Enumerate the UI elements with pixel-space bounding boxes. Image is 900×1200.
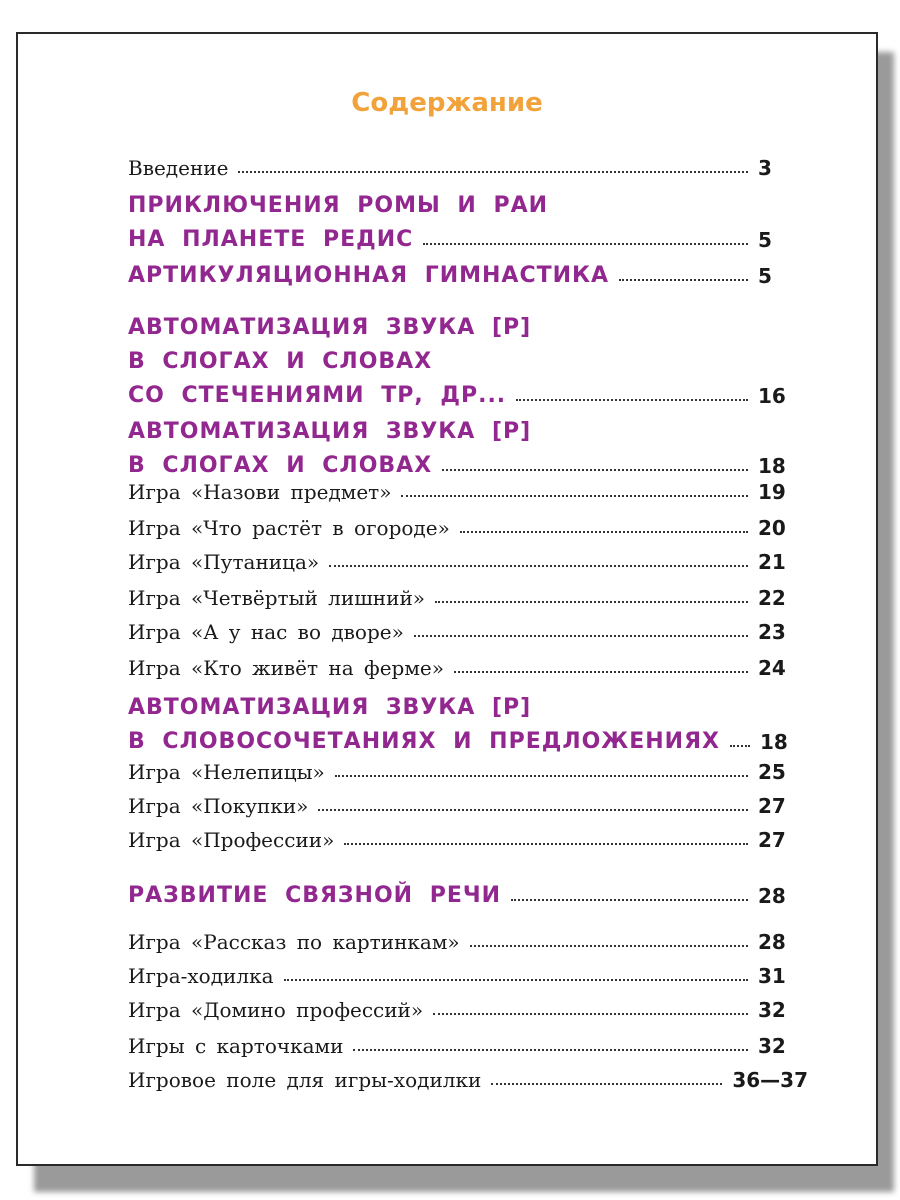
toc-section[interactable] <box>128 306 808 408</box>
toc-item[interactable] <box>128 920 808 954</box>
page-number: 20 <box>758 516 786 540</box>
toc-section[interactable] <box>128 254 808 288</box>
toc-line <box>128 920 808 954</box>
page-number: 27 <box>758 828 786 852</box>
dot-leader <box>238 171 748 173</box>
dot-leader <box>516 399 748 401</box>
dot-leader <box>435 601 748 603</box>
toc-entry-text: АРТИКУЛЯЦИОННАЯ ГИМНАСТИКА <box>128 263 610 288</box>
dot-leader <box>401 495 748 497</box>
toc-item[interactable] <box>128 646 808 680</box>
toc-entry-text: АВТОМАТИЗАЦИЯ ЗВУКА [Р] <box>128 419 532 444</box>
page-number: 18 <box>759 730 788 754</box>
dot-leader <box>433 1013 748 1015</box>
dot-leader <box>423 243 748 245</box>
toc-entry-text: АВТОМАТИЗАЦИЯ ЗВУКА [Р] <box>128 695 532 720</box>
toc-item[interactable] <box>128 818 808 852</box>
toc-entry-text: В СЛОВОСОЧЕТАНИЯХ И ПРЕДЛОЖЕНИЯХ <box>128 729 720 754</box>
dot-leader <box>491 1083 722 1085</box>
toc-line <box>128 988 808 1022</box>
toc-entry-text: Игры с карточками <box>128 1034 344 1058</box>
toc-line <box>128 686 808 720</box>
toc-item[interactable] <box>128 988 808 1022</box>
toc-item[interactable] <box>128 954 808 988</box>
toc-line <box>128 218 808 252</box>
dot-leader <box>470 945 748 947</box>
page-number: 23 <box>758 620 786 644</box>
toc-item[interactable] <box>128 784 808 818</box>
toc-line <box>128 818 808 852</box>
dot-leader <box>329 565 748 567</box>
page-number: 19 <box>758 480 786 504</box>
page-number: 5 <box>758 264 772 288</box>
toc-entry-text: Игра «Назови предмет» <box>128 480 392 504</box>
toc-item[interactable] <box>128 1024 808 1058</box>
page-number: 25 <box>758 760 786 784</box>
toc-section[interactable] <box>128 686 808 754</box>
toc-entry-text: Игра «Четвёртый лишний» <box>128 586 426 610</box>
toc-line <box>128 410 808 444</box>
dot-leader <box>460 531 748 533</box>
dot-leader <box>318 809 748 811</box>
page-number: 28 <box>758 930 786 954</box>
page-number: 24 <box>758 656 786 680</box>
toc-line <box>128 340 808 374</box>
toc-item[interactable] <box>128 750 808 784</box>
toc-item[interactable] <box>128 146 808 180</box>
toc-entry-text: Игра «Нелепицы» <box>128 760 325 784</box>
toc-item[interactable] <box>128 576 808 610</box>
dot-leader <box>730 745 750 747</box>
dot-leader <box>344 843 748 845</box>
toc-entry-text: Игра «Рассказ по картинкам» <box>128 930 460 954</box>
toc-line <box>128 374 808 408</box>
page-number: 28 <box>758 884 786 908</box>
toc-line <box>128 1024 808 1058</box>
toc-entry-text: Введение <box>128 156 229 180</box>
page-number: 36—37 <box>732 1068 808 1092</box>
toc-entry-text: Игра «Кто живёт на ферме» <box>128 656 444 680</box>
toc-entry-text: ПРИКЛЮЧЕНИЯ РОМЫ И РАИ <box>128 193 549 218</box>
toc-line <box>128 146 808 180</box>
toc-line <box>128 254 808 288</box>
toc-section[interactable] <box>128 410 808 478</box>
page-number: 21 <box>758 550 786 574</box>
toc-line <box>128 306 808 340</box>
toc-item[interactable] <box>128 610 808 644</box>
page-number: 32 <box>758 1034 786 1058</box>
toc-line <box>128 750 808 784</box>
toc-item[interactable] <box>128 506 808 540</box>
page-number: 31 <box>758 964 786 988</box>
toc-item[interactable] <box>128 1058 808 1092</box>
toc-item[interactable] <box>128 540 808 574</box>
dot-leader <box>335 775 748 777</box>
page-number: 32 <box>758 998 786 1022</box>
contents-title: Содержание <box>351 88 543 118</box>
toc-line <box>128 610 808 644</box>
toc-line <box>128 506 808 540</box>
toc-entry-text: Игра «Путаница» <box>128 550 320 574</box>
toc-entry-text: НА ПЛАНЕТЕ РЕДИС <box>128 227 414 252</box>
toc-entry-text: Игра «Домино профессий» <box>128 998 424 1022</box>
toc-entry-text: Игра-ходилка <box>128 964 274 988</box>
toc-line <box>128 540 808 574</box>
toc-entry-text: Игра «Что растёт в огороде» <box>128 516 450 540</box>
toc-line <box>128 184 808 218</box>
toc-entry-text: Игра «Профессии» <box>128 828 335 852</box>
page-number: 27 <box>758 794 786 818</box>
toc-entry-text: АВТОМАТИЗАЦИЯ ЗВУКА [Р] <box>128 315 532 340</box>
page-number: 16 <box>758 384 786 408</box>
toc-section[interactable] <box>128 184 808 252</box>
toc-line <box>128 1058 808 1092</box>
toc-line <box>128 954 808 988</box>
toc-entry-text: В СЛОГАХ И СЛОВАХ <box>128 349 433 374</box>
page-number: 3 <box>758 156 772 180</box>
page-number: 22 <box>758 586 786 610</box>
toc-section[interactable] <box>128 874 808 908</box>
dot-leader <box>414 635 748 637</box>
toc-entry-text: Игровое поле для игры-ходилки <box>128 1068 482 1092</box>
page-number: 18 <box>758 454 786 478</box>
dot-leader <box>511 899 748 901</box>
dot-leader <box>619 279 748 281</box>
toc-item[interactable] <box>128 470 808 504</box>
dot-leader <box>454 671 748 673</box>
book-page <box>16 32 878 1166</box>
dot-leader <box>284 979 749 981</box>
page-number: 5 <box>758 228 772 252</box>
toc-line <box>128 720 808 754</box>
toc-line <box>128 784 808 818</box>
toc-line <box>128 646 808 680</box>
toc-entry-text: Игра «А у нас во дворе» <box>128 620 404 644</box>
toc-entry-text: СО СТЕЧЕНИЯМИ ТР, ДР... <box>128 383 507 408</box>
toc-line <box>128 470 808 504</box>
toc-entry-text: РАЗВИТИЕ СВЯЗНОЙ РЕЧИ <box>128 883 502 908</box>
toc-entry-text: В СЛОГАХ И СЛОВАХ <box>128 453 433 478</box>
dot-leader <box>353 1049 748 1051</box>
toc-line <box>128 576 808 610</box>
toc-entry-text: Игра «Покупки» <box>128 794 309 818</box>
toc-line <box>128 874 808 908</box>
